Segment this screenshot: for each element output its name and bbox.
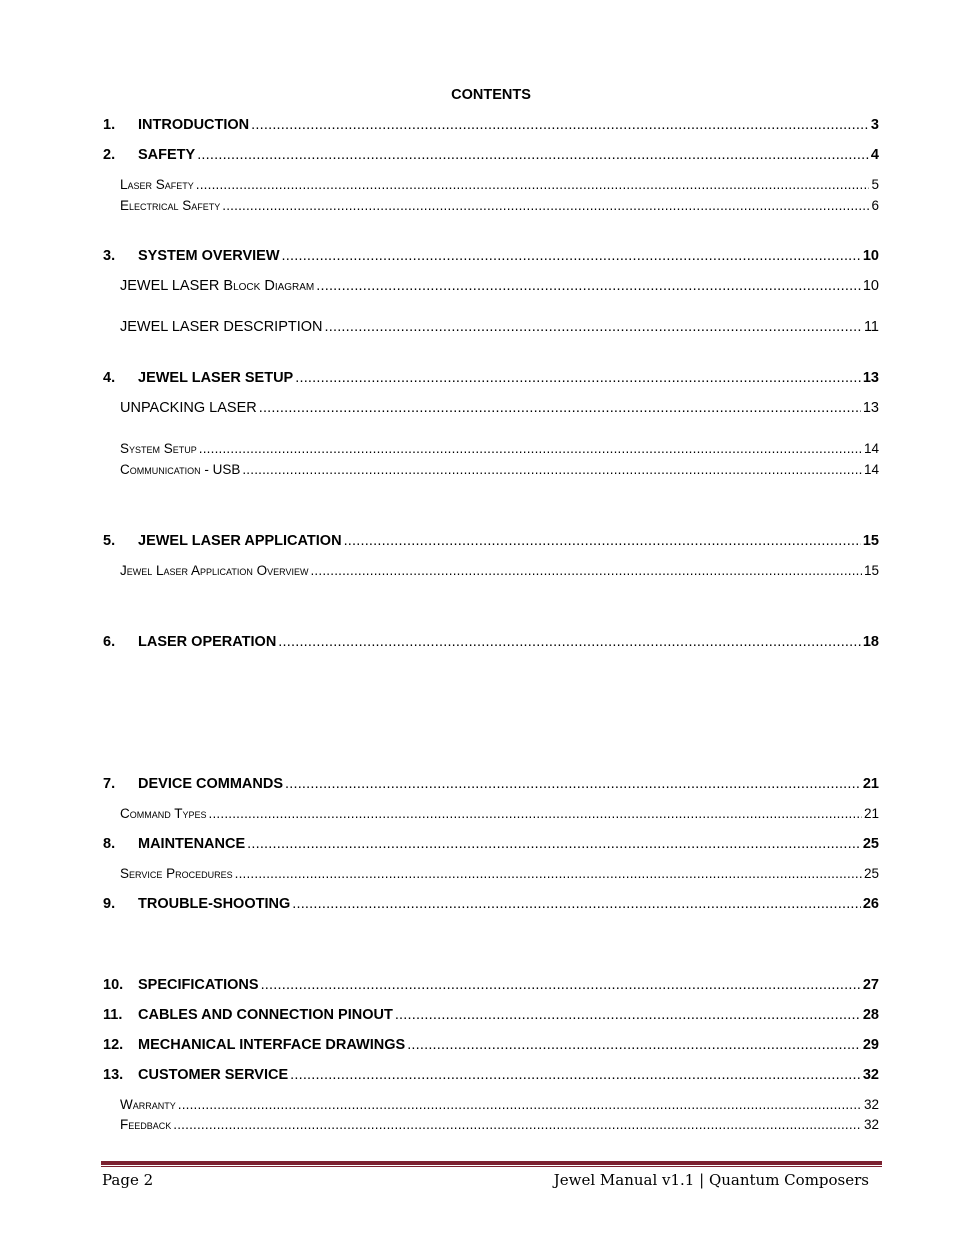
toc-entry-page: 32: [862, 1067, 879, 1083]
toc-entry-label: SYSTEM OVERVIEW: [138, 248, 280, 264]
toc-dot-leader: [197, 146, 869, 164]
toc-dot-leader: [251, 116, 869, 134]
toc-entry-page: 32: [863, 1117, 879, 1132]
toc-entry-page: 13: [862, 370, 879, 386]
toc-subentry-command-types[interactable]: [120, 805, 879, 823]
toc-dot-leader: [199, 440, 862, 458]
toc-entry-label: Laser Safety: [120, 177, 194, 192]
toc-subentry-block-diagram[interactable]: [120, 277, 879, 295]
toc-entry-page: 18: [862, 634, 879, 650]
toc-subentry-electrical-safety[interactable]: [120, 197, 879, 215]
toc-entry-jewel-laser-setup[interactable]: [103, 369, 879, 387]
toc-entry-page: 6: [871, 198, 879, 213]
toc-subentry-jewel-laser-description[interactable]: [120, 318, 879, 336]
contents-title: CONTENTS: [451, 87, 531, 103]
toc-entry-label: INTRODUCTION: [138, 117, 250, 133]
toc-entry-page: 26: [862, 896, 879, 912]
toc-dot-leader: [259, 399, 861, 417]
toc-dot-leader: [196, 176, 870, 194]
footer-rule-thin: [101, 1166, 882, 1167]
toc-entry-label: Command Types: [120, 806, 207, 821]
toc-entry-number: 7.: [103, 776, 116, 792]
toc-entry-mechanical-interface-drawings[interactable]: [103, 1036, 879, 1054]
toc-dot-leader: [282, 247, 861, 265]
toc-subentry-application-overview[interactable]: [120, 562, 879, 580]
toc-dot-leader: [209, 805, 862, 823]
toc-entry-page: 28: [862, 1007, 879, 1023]
toc-dot-leader: [178, 1096, 862, 1114]
toc-entry-label: Communication - USB: [120, 462, 241, 477]
toc-entry-label: Electrical Safety: [120, 198, 221, 213]
toc-dot-leader: [407, 1036, 861, 1054]
toc-entry-number: 11.: [103, 1007, 123, 1023]
toc-entry-number: 5.: [103, 533, 116, 549]
toc-entry-number: 8.: [103, 836, 116, 852]
toc-entry-label: CUSTOMER SERVICE: [138, 1067, 289, 1083]
toc-entry-specifications[interactable]: [103, 976, 879, 994]
toc-dot-leader: [242, 461, 862, 479]
toc-entry-cables-and-connection-pinout[interactable]: [103, 1006, 879, 1024]
toc-entry-label: DEVICE COMMANDS: [138, 776, 284, 792]
toc-dot-leader: [295, 369, 861, 387]
toc-entry-number: 2.: [103, 147, 116, 163]
toc-entry-page: 5: [871, 177, 879, 192]
toc-dot-leader: [395, 1006, 861, 1024]
toc-entry-system-overview[interactable]: [103, 247, 879, 265]
toc-entry-number: 12.: [103, 1037, 124, 1053]
toc-entry-label: JEWEL LASER DESCRIPTION: [120, 319, 323, 335]
toc-entry-page: 21: [862, 776, 879, 792]
toc-dot-leader: [316, 277, 861, 295]
toc-entry-number: 3.: [103, 248, 116, 264]
toc-entry-label: SAFETY: [138, 147, 196, 163]
toc-entry-label: Warranty: [120, 1097, 176, 1112]
toc-entry-page: 15: [863, 563, 879, 578]
toc-dot-leader: [247, 835, 861, 853]
toc-entry-page: 3: [870, 117, 879, 133]
toc-dot-leader: [310, 562, 861, 580]
toc-entry-page: 13: [862, 400, 879, 416]
toc-entry-label: Service Procedures: [120, 866, 233, 881]
toc-entry-label: TROUBLE-SHOOTING: [138, 896, 291, 912]
toc-subentry-service-procedures[interactable]: [120, 865, 879, 883]
toc-entry-page: 32: [863, 1097, 879, 1112]
toc-dot-leader: [285, 775, 861, 793]
toc-entry-maintenance[interactable]: [103, 835, 879, 853]
toc-entry-trouble-shooting[interactable]: [103, 895, 879, 913]
toc-entry-label: SPECIFICATIONS: [138, 977, 259, 993]
toc-entry-label: JEWEL LASER Block Diagram: [120, 278, 315, 294]
toc-entry-number: 6.: [103, 634, 116, 650]
footer-page-number: Page 2: [102, 1171, 154, 1189]
toc-subentry-unpacking-laser[interactable]: [120, 399, 879, 417]
toc-entry-page: 10: [862, 248, 879, 264]
toc-dot-leader: [173, 1116, 862, 1134]
toc-entry-label: Feedback: [120, 1117, 172, 1132]
toc-entry-page: 15: [862, 533, 879, 549]
toc-entry-label: Jewel Laser Application Overview: [120, 563, 309, 578]
toc-entry-label: UNPACKING LASER: [120, 400, 257, 416]
toc-subentry-warranty[interactable]: [120, 1096, 879, 1114]
toc-entry-page: 10: [862, 278, 879, 294]
toc-dot-leader: [261, 976, 861, 994]
toc-entry-number: 13.: [103, 1067, 124, 1083]
toc-entry-label: JEWEL LASER SETUP: [138, 370, 294, 386]
toc-entry-page: 29: [862, 1037, 879, 1053]
toc-entry-page: 25: [862, 836, 879, 852]
toc-entry-page: 14: [863, 462, 879, 477]
toc-entry-introduction[interactable]: [103, 116, 879, 134]
toc-entry-page: 4: [870, 147, 879, 163]
toc-entry-device-commands[interactable]: [103, 775, 879, 793]
toc-subentry-system-setup[interactable]: [120, 440, 879, 458]
toc-dot-leader: [344, 532, 861, 550]
toc-subentry-feedback[interactable]: [120, 1116, 879, 1134]
toc-dot-leader: [222, 197, 869, 215]
toc-entry-page: 25: [863, 866, 879, 881]
toc-dot-leader: [325, 318, 862, 336]
toc-entry-label: System Setup: [120, 441, 197, 456]
toc-entry-number: 1.: [103, 117, 116, 133]
footer-document-info: Jewel Manual v1.1 | Quantum Composers: [553, 1171, 869, 1189]
toc-entry-number: 9.: [103, 896, 116, 912]
toc-entry-page: 11: [863, 319, 879, 335]
toc-dot-leader: [278, 633, 861, 651]
toc-entry-jewel-laser-application[interactable]: [103, 532, 879, 550]
toc-dot-leader: [290, 1066, 861, 1084]
toc-entry-label: JEWEL LASER APPLICATION: [138, 533, 342, 549]
toc-entry-customer-service[interactable]: [103, 1066, 879, 1084]
toc-entry-label: CABLES AND CONNECTION PINOUT: [138, 1007, 393, 1023]
toc-dot-leader: [292, 895, 861, 913]
toc-entry-label: MECHANICAL INTERFACE DRAWINGS: [138, 1037, 406, 1053]
toc-entry-page: 21: [863, 806, 879, 821]
toc-entry-number: 10.: [103, 977, 124, 993]
toc-entry-laser-operation[interactable]: [103, 633, 879, 651]
toc-entry-label: LASER OPERATION: [138, 634, 277, 650]
toc-entry-page: 27: [862, 977, 879, 993]
toc-subentry-communication-usb[interactable]: [120, 461, 879, 479]
toc-entry-safety[interactable]: [103, 146, 879, 164]
toc-entry-page: 14: [863, 441, 879, 456]
footer-rule-thick: [101, 1161, 882, 1165]
toc-entry-number: 4.: [103, 370, 116, 386]
toc-dot-leader: [235, 865, 862, 883]
toc-subentry-laser-safety[interactable]: [120, 176, 879, 194]
toc-entry-label: MAINTENANCE: [138, 836, 246, 852]
